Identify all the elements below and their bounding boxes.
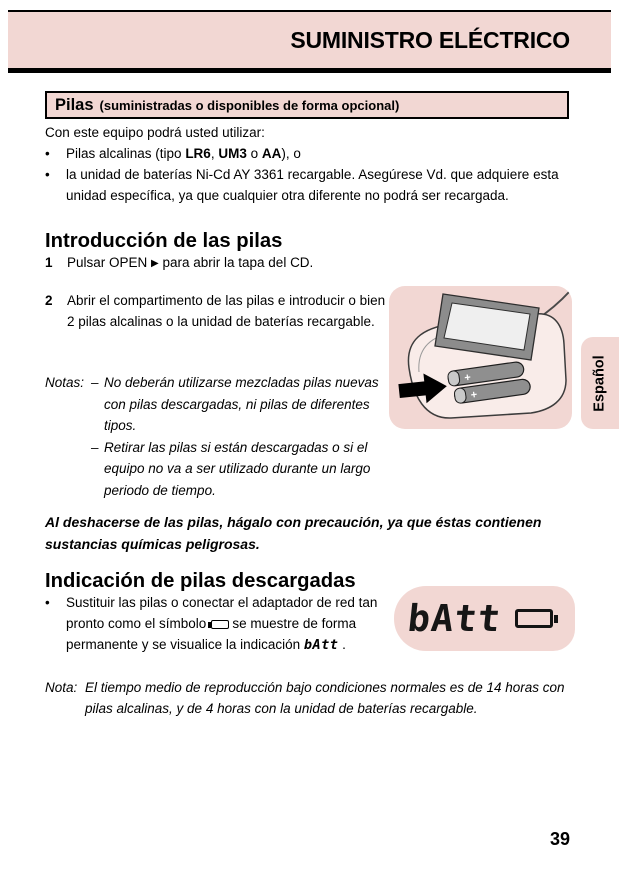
notes-label: Notas:: [45, 375, 85, 390]
text-run-bold: LR6: [185, 146, 211, 161]
heading-insercion: Introducción de las pilas: [45, 230, 283, 252]
step-text: Abrir el compartimento de las pilas e introducir o bien 2 pilas alcalinas o la unidad de baterías recargable.: [67, 293, 386, 329]
language-tab-espanol: [581, 337, 619, 429]
batt-indication-text: bAtt: [303, 637, 339, 653]
battery-terminal: [554, 615, 558, 623]
svg-text:+: +: [463, 371, 472, 385]
bullet-icon: •: [45, 167, 50, 182]
note-item: [91, 372, 394, 437]
note-text: El tiempo medio de reproducción bajo condiciones normales es de 14 horas con pilas alcalinas, y de 4 horas con la unidad de baterías recargable.: [85, 680, 565, 716]
final-note: [45, 677, 575, 719]
dash-marker: –: [91, 375, 99, 390]
list-item-text: la unidad de baterías Ni-Cd AY 3361 recargable. Asegúrese Vd. que adquiere esta unidad específica, ya que cualquier otra diferente no podrá ser recargada.: [66, 167, 559, 203]
text-run: Pulsar OPEN: [67, 255, 152, 270]
note-item: [91, 437, 394, 502]
text-run: ,: [210, 146, 219, 161]
bullet-icon: •: [45, 146, 50, 161]
open-arrow-icon: ▶: [151, 258, 159, 269]
svg-text:+: +: [470, 388, 479, 402]
note-text: No deberán utilizarse mezcladas pilas nuevas con pilas descargadas, ni pilas de diferentes tipos.: [104, 375, 379, 433]
text-run-bold: UM3: [218, 146, 247, 161]
text-run: .: [338, 637, 346, 652]
list-item-text: [66, 592, 397, 656]
step-number: 2: [45, 293, 53, 308]
step-number: 1: [45, 255, 53, 270]
text-run: para abrir la tapa del CD.: [158, 255, 314, 270]
lcd-batt-text: bAtt: [405, 597, 504, 640]
battery-icon: [515, 609, 553, 628]
step-text: [67, 252, 570, 274]
pilas-section-subtitle: (suministradas o disponibles de forma opcional): [99, 98, 400, 113]
heading-indicacion: Indicación de pilas descargadas: [45, 570, 356, 592]
step-2: [45, 290, 394, 332]
page-number: 39: [549, 829, 570, 849]
text-run-bold: AA: [261, 146, 282, 161]
intro-lead: Con este equipo podrá usted utilizar:: [45, 125, 265, 140]
page-title: SUMINISTRO ELÉCTRICO: [290, 27, 570, 53]
list-item-replace-batteries: [45, 592, 397, 656]
disposal-warning: Al deshacerse de las pilas, hágalo con precaución, ya que éstas contienen sustancias químicas peligrosas.: [45, 514, 542, 552]
battery-icon: [211, 620, 229, 629]
list-item-rechargeable-pack: [45, 164, 570, 206]
text-run: ), o: [281, 146, 301, 161]
notes-block: [45, 372, 394, 501]
page-header: [8, 10, 611, 73]
language-tab-label: Español: [591, 354, 608, 412]
text-run: o: [246, 146, 262, 161]
pilas-section-title: Pilas: [55, 96, 94, 114]
text-run: Pilas alcalinas (tipo: [66, 146, 186, 161]
bullet-icon: •: [45, 595, 50, 610]
pilas-section-box: [45, 91, 569, 119]
list-item-text: [66, 143, 570, 164]
text-run: Sustituir las pilas o conectar el adaptador de red tan pronto como el símbolo: [66, 595, 378, 631]
note-text: Retirar las pilas si están descargadas o si el equipo no va a ser utilizado durante un largo periodo de tiempo.: [104, 439, 371, 498]
note-label: Nota:: [45, 680, 78, 695]
battery-terminal: [208, 622, 211, 628]
list-item-battery-types: [45, 143, 570, 164]
step-1: [45, 252, 570, 274]
dash-marker: –: [91, 439, 99, 455]
cd-player-drawing: [389, 286, 572, 429]
text-run: se muestre de forma permanente y se visualice la indicación: [66, 616, 357, 652]
lcd-display-illustration: [394, 586, 575, 651]
cd-player-illustration: [389, 286, 572, 429]
